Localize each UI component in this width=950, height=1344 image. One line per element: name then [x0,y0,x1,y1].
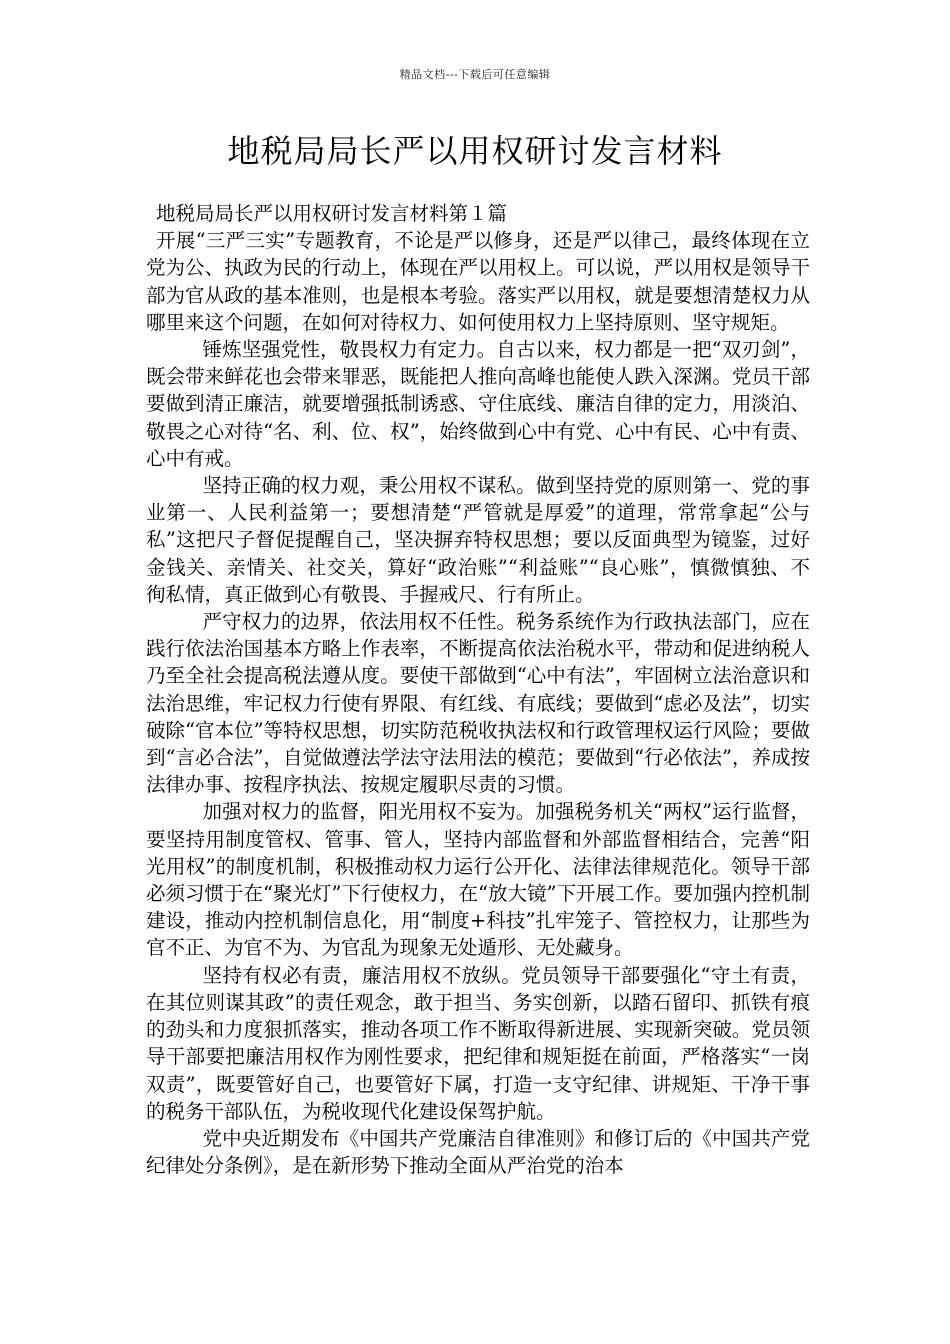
paragraph: 锤炼坚强党性，敬畏权力有定力。自古以来，权力都是一把“双刃剑”，既会带来鲜花也会带来罪恶，既能把人推向高峰也能使人跌入深渊。党员干部要做到清正廉洁，就要增强抵制诱惑、守住底线、廉洁自律的定力，用淡泊、敬畏之心对待“名、利、位、权”，始终做到心中有党、心中有民、心中有责、心中有戒。 [146,338,810,470]
document-title: 地税局局长严以用权研讨发言材料 [227,132,723,170]
paragraph: 坚持正确的权力观，秉公用权不谋私。做到坚持党的原则第一、党的事业第一、人民利益第一；要想清楚“严管就是厚爱”的道理，常常拿起“公与私”这把尺子督促提醒自己，坚决摒弃特权思想；要以反面典型为镜鉴，过好金钱关、亲情关、社交关，算好“政治账”“利益账”“良心账”，慎微慎独、不徇私情，真正做到心有敬畏、手握戒尺、行有所止。 [146,474,810,606]
document-body [146,200,810,1179]
paragraph: 坚持有权必有责，廉洁用权不放纵。党员领导干部要强化“守土有责，在其位则谋其政”的责任观念，敢于担当、务实创新，以踏石留印、抓铁有痕的劲头和力度狠抓落实，推动各项工作不断取得新进展、实现新突破。党员领导干部要把廉洁用权作为刚性要求，把纪律和规矩挺在前面，严格落实“一岗双责”，既要管好自己，也要管好下属，打造一支守纪律、讲规矩、干净干事的税务干部队伍，为税收现代化建设保驾护航。 [146,963,810,1123]
paragraph: 开展“三严三实”专题教育，不论是严以修身，还是严以律己，最终体现在立党为公、执政为民的行动上，体现在严以用权上。可以说，严以用权是领导干部为官从政的基本准则，也是根本考验。落实严以用权，就是要想清楚权力从哪里来这个问题，在如何对待权力、如何使用权力上坚持原则、坚守规矩。 [146,229,810,334]
paragraph: 加强对权力的监督，阳光用权不妄为。加强税务机关“两权”运行监督，要坚持用制度管权、管事、管人，坚持内部监督和外部监督相结合，完善“阳光用权”的制度机制，积极推动权力运行公开化、法律法律规范化。领导干部必须习惯于在“聚光灯”下行使权力，在“放大镜”下开展工作。要加强内控机制建设，推动内控机制信息化，用“制度+科技”扎牢笼子、管控权力，让那些为官不正、为官不为、为官乱为现象无处遁形、无处藏身。 [146,800,810,960]
section-heading: 地税局局长严以用权研讨发言材料第１篇 [156,202,508,225]
header-note: 精品文档---下载后可任意编辑 [399,68,551,81]
paragraph: 党中央近期发布《中国共产党廉洁自律准则》和修订后的《中国共产党纪律处分条例》，是在新形势下推动全面从严治党的治本 [146,1126,810,1178]
paragraph: 严守权力的边界，依法用权不任性。税务系统作为行政执法部门，应在践行依法治国基本方略上作表率，不断提高依法治税水平，带动和促进纳税人乃至全社会提高税法遵从度。要使干部做到“心中有法”，牢固树立法治意识和法治思维，牢记权力行使有界限、有红线、有底线；要做到“虑必及法”，切实破除“官本位”等特权思想，切实防范税收执法权和行政管理权运行风险；要做到“言必合法”，自觉做遵法学法守法用法的模范；要做到“行必依法”，养成按法律办事、按程序执法、按规定履职尽责的习惯。 [146,610,810,797]
